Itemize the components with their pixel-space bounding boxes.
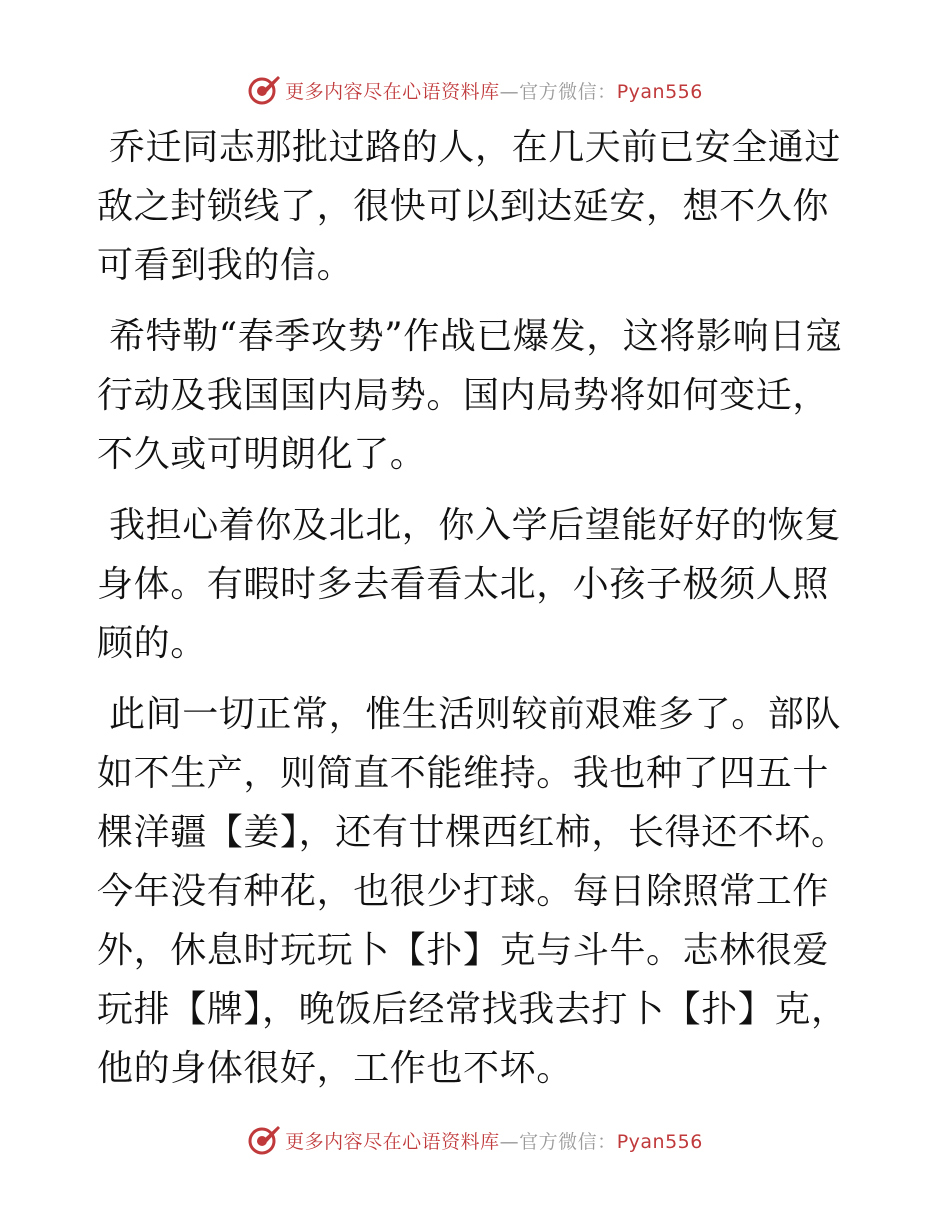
paragraph-3: 我担心着你及北北，你入学后望能好好的恢复身体。有暇时多去看看太北，小孩子极须人照顾的。 [97, 505, 842, 664]
paragraph-1: 乔迁同志那批过路的人，在几天前已安全通过敌之封锁线了，很快可以到达延安，想不久你可看到我的信。 [97, 127, 842, 286]
pen-logo-icon [247, 1123, 281, 1157]
header-watermark-banner [0, 70, 950, 110]
watermark-dash: — [499, 80, 520, 103]
watermark-dash: — [499, 1130, 520, 1153]
watermark-wechat-label: 官方微信： [519, 80, 617, 103]
watermark-main: 更多内容尽在心语资料库 [285, 1130, 500, 1153]
watermark-wechat-id: Pyan556 [616, 1130, 703, 1153]
letter-body [97, 118, 853, 1110]
watermark-text [285, 77, 703, 104]
footer-watermark-banner [0, 1120, 950, 1160]
watermark-wechat-id: Pyan556 [616, 80, 703, 103]
watermark-text [285, 1127, 703, 1154]
watermark-wechat-label: 官方微信： [519, 1130, 617, 1153]
watermark-main: 更多内容尽在心语资料库 [285, 80, 500, 103]
paragraph-2: 希特勒“春季攻势”作战已爆发，这将影响日寇行动及我国国内局势。国内局势将如何变迁，不久或可明朗化了。 [97, 316, 843, 475]
paragraph-4: 此间一切正常，惟生活则较前艰难多了。部队如不生产，则简直不能维持。我也种了四五十棵洋疆【姜】，还有廿棵西红柿，长得还不坏。今年没有种花，也很少打球。每日除照常工作外，休息时玩玩卜【扑】克与斗牛。志林很爱玩排【牌】，晚饭后经常找我去打卜【扑】克，他的身体很好，工作也不坏。 [97, 694, 848, 1089]
pen-logo-icon [247, 73, 281, 107]
